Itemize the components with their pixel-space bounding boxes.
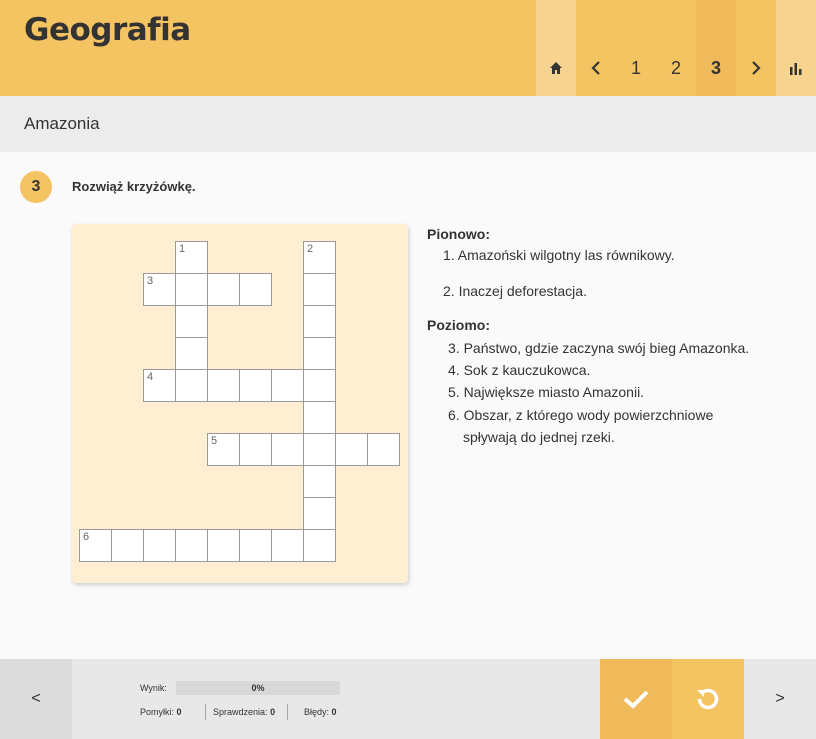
- home-button[interactable]: [536, 0, 576, 96]
- mistakes-value: 0: [176, 707, 182, 717]
- prev-question-button[interactable]: <: [0, 659, 72, 739]
- crossword-cell[interactable]: [143, 369, 176, 402]
- across-clue-4: 4. Sok z kauczukowca.: [448, 362, 591, 378]
- crossword-cell[interactable]: [175, 273, 208, 306]
- score-label: Wynik:: [140, 683, 167, 693]
- crossword-cell[interactable]: [207, 369, 240, 402]
- bar-chart-icon: [789, 61, 803, 75]
- crossword-cell[interactable]: [239, 433, 272, 466]
- crossword-cell[interactable]: [303, 273, 336, 306]
- chevron-right-icon: [751, 61, 761, 75]
- score-progress-bar: [176, 681, 340, 695]
- next-question-button[interactable]: >: [744, 659, 816, 739]
- errors-stat: [304, 707, 337, 717]
- crossword-cell[interactable]: [303, 369, 336, 402]
- clue-number: 3: [147, 275, 154, 287]
- chevron-left-icon: [591, 61, 601, 75]
- next-page-button[interactable]: [736, 0, 776, 96]
- crossword-cell[interactable]: [239, 529, 272, 562]
- clue-number: 2: [307, 243, 314, 255]
- crossword-cell[interactable]: [111, 529, 144, 562]
- crossword-cell[interactable]: [239, 273, 272, 306]
- errors-label: Błędy:: [304, 707, 330, 717]
- down-heading: Pionowo:: [427, 226, 490, 242]
- crossword-cell[interactable]: [367, 433, 400, 466]
- crossword-cell[interactable]: [303, 337, 336, 370]
- across-clue-6-cont: spływają do jednej rzeki.: [463, 429, 615, 445]
- page-3-button[interactable]: 3: [696, 0, 736, 96]
- crossword-cell[interactable]: [143, 529, 176, 562]
- reset-icon: [695, 686, 721, 712]
- crossword-cell[interactable]: [175, 369, 208, 402]
- crossword-cell[interactable]: [303, 465, 336, 498]
- crossword-cell[interactable]: [271, 529, 304, 562]
- checks-stat: [213, 707, 275, 717]
- across-clue-3: 3. Państwo, gdzie zaczyna swój bieg Amazonka.: [448, 340, 750, 356]
- down-clue-2: 2. Inaczej deforestacja.: [443, 283, 587, 299]
- crossword-cell[interactable]: [271, 433, 304, 466]
- question-prompt: Rozwiąż krzyżówkę.: [72, 179, 196, 194]
- across-clue-5: 5. Największe miasto Amazonii.: [448, 384, 645, 400]
- crossword-cell[interactable]: [303, 401, 336, 434]
- crossword-cell[interactable]: [303, 305, 336, 338]
- crossword-cell[interactable]: [303, 497, 336, 530]
- crossword-board: [72, 224, 408, 583]
- clue-number: 4: [147, 371, 154, 383]
- checks-value: 0: [270, 707, 276, 717]
- across-clue-6: 6. Obszar, z którego wody powierzchniowe: [448, 407, 714, 423]
- crossword-cell[interactable]: [303, 433, 336, 466]
- home-icon: [549, 61, 563, 75]
- crossword-cell[interactable]: [143, 273, 176, 306]
- crossword-cell[interactable]: [175, 305, 208, 338]
- section-bar: [0, 96, 816, 152]
- errors-value: 0: [331, 707, 337, 717]
- crossword-cell[interactable]: [207, 273, 240, 306]
- score-value: 0%: [251, 683, 265, 693]
- crossword-cell[interactable]: [175, 529, 208, 562]
- prev-page-button[interactable]: [576, 0, 616, 96]
- stat-divider: [205, 704, 206, 720]
- checks-label: Sprawdzenia:: [213, 707, 268, 717]
- check-button[interactable]: [600, 659, 672, 739]
- crossword-cell[interactable]: [239, 369, 272, 402]
- clue-number: 5: [211, 435, 218, 447]
- check-icon: [623, 689, 649, 709]
- crossword-cell[interactable]: [79, 529, 112, 562]
- crossword-cell[interactable]: [207, 433, 240, 466]
- section-title: Amazonia: [24, 114, 100, 133]
- crossword-cell[interactable]: [303, 529, 336, 562]
- header-bar: [0, 0, 816, 96]
- mistakes-label: Pomyłki:: [140, 707, 175, 717]
- footer-bar: [0, 659, 816, 739]
- crossword-cell[interactable]: [175, 241, 208, 274]
- clue-number: 6: [83, 531, 90, 543]
- reset-button[interactable]: [672, 659, 744, 739]
- down-clue-1: 1. Amazoński wilgotny las równikowy.: [443, 247, 675, 263]
- across-heading: Poziomo:: [427, 317, 490, 333]
- mistakes-stat: [140, 707, 182, 717]
- crossword-cell[interactable]: [271, 369, 304, 402]
- page-1-button[interactable]: 1: [630, 57, 641, 78]
- app-title: Geografia: [24, 12, 191, 48]
- crossword-cell[interactable]: [303, 241, 336, 274]
- stat-divider: [287, 704, 288, 720]
- page-2-button[interactable]: 2: [670, 57, 681, 78]
- crossword-cell[interactable]: [207, 529, 240, 562]
- question-number-badge: 3: [20, 171, 52, 203]
- crossword-cell[interactable]: [175, 337, 208, 370]
- crossword-cell[interactable]: [335, 433, 368, 466]
- stats-button[interactable]: [776, 0, 816, 96]
- clue-number: 1: [179, 243, 186, 255]
